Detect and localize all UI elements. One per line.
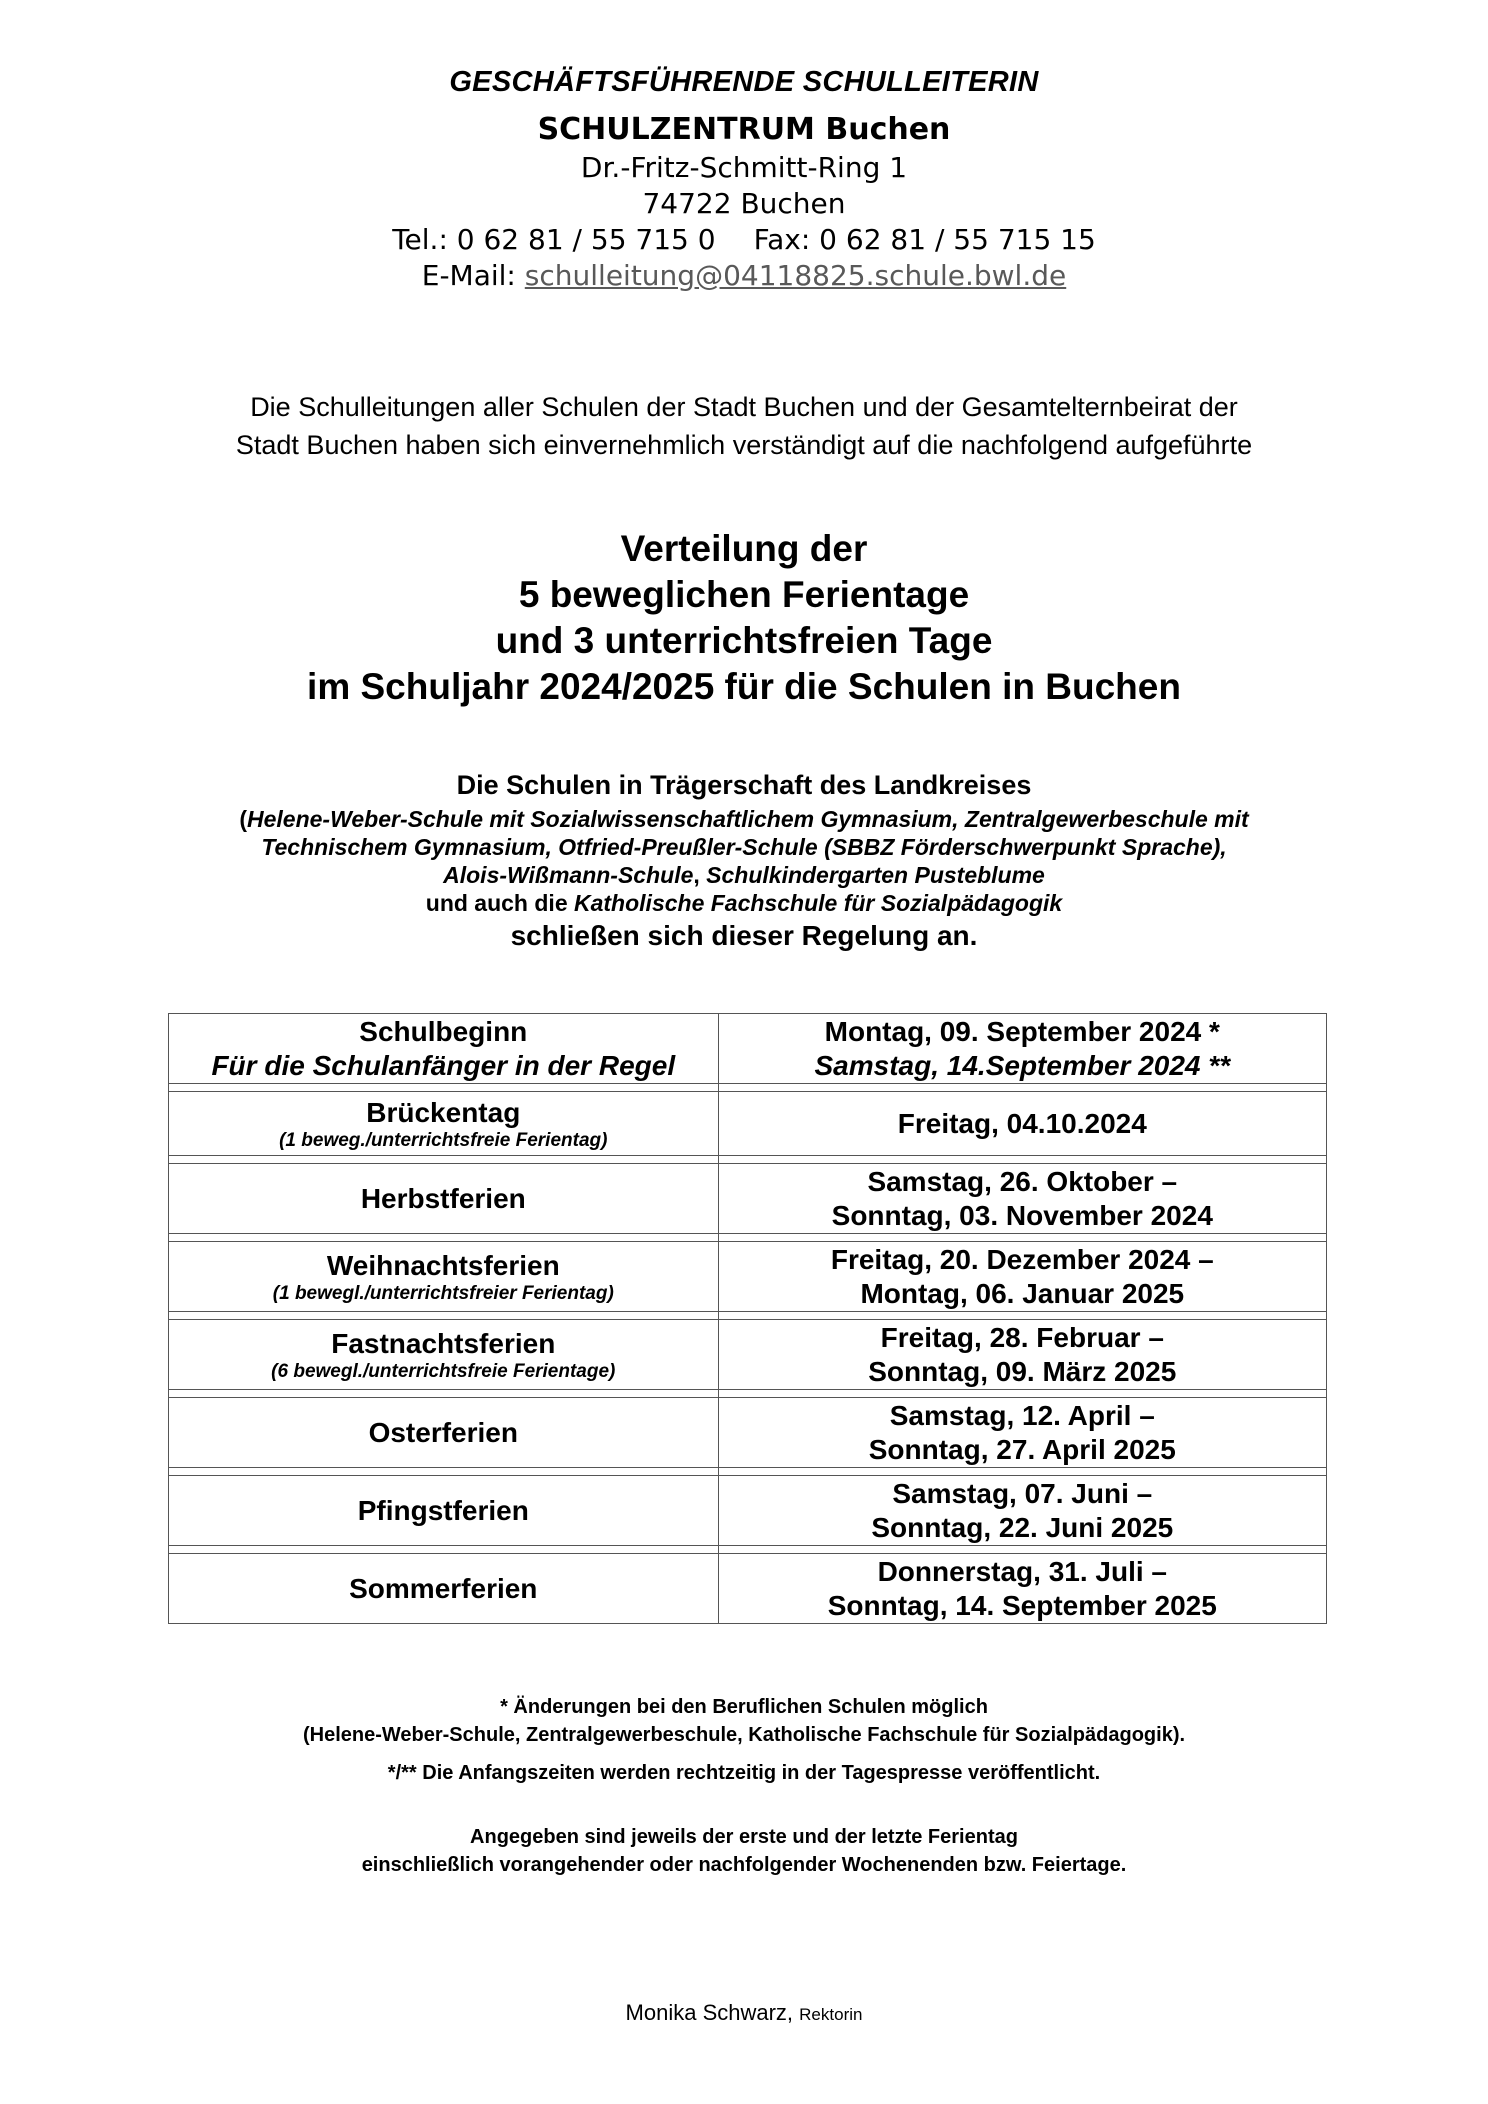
footnote-2: (Helene-Weber-Schule, Zentralgewerbeschule, Katholische Fachschule für Sozialpädagogik). — [302, 1724, 1186, 1746]
header-fax: Fax: 0 62 81 / 55 715 15 — [753, 223, 1096, 256]
landkreis-line-4: und auch die Katholische Fachschule für Sozialpädagogik — [425, 890, 1063, 916]
signature-name: Monika Schwarz, — [625, 2000, 800, 2025]
signature — [0, 2000, 1488, 2026]
table-row — [169, 1092, 1327, 1156]
row-date-cell: Samstag, 26. Oktober – Sonntag, 03. November 2024 — [718, 1164, 1326, 1234]
footnote-1: * Änderungen bei den Beruflichen Schulen möglich — [500, 1696, 988, 1718]
row-date-cell: Donnerstag, 31. Juli – Sonntag, 14. September 2025 — [718, 1554, 1326, 1624]
title-line-2: 5 beweglichen Ferientage — [518, 574, 970, 615]
landkreis-line-5: schließen sich dieser Regelung an. — [510, 920, 978, 951]
header-phone: Tel.: 0 62 81 / 55 715 0 — [392, 223, 716, 256]
row-label-cell: Brückentag (1 beweg./unterrichtsfreie Ferientag) — [169, 1092, 719, 1156]
row-label-cell: Osterferien — [169, 1398, 719, 1468]
row-date-cell: Freitag, 20. Dezember 2024 – Montag, 06. Januar 2025 — [718, 1242, 1326, 1312]
row-label-cell: Weihnachtsferien (1 bewegl./unterrichtsfreier Ferientag) — [169, 1242, 719, 1312]
row-label-cell: Schulbeginn Für die Schulanfänger in der Regel — [169, 1014, 719, 1084]
title-line-3: und 3 unterrichtsfreien Tage — [495, 620, 993, 661]
row-label-cell: Herbstferien — [169, 1164, 719, 1234]
row-date-cell: Freitag, 04.10.2024 — [718, 1092, 1326, 1156]
landkreis-line-2: Technischem Gymnasium, Otfried-Preußler-Schule (SBBZ Förderschwerpunkt Sprache), — [261, 834, 1227, 860]
table-row — [169, 1554, 1327, 1624]
landkreis-line-1: (Helene-Weber-Schule mit Sozialwissenschaftlichem Gymnasium, Zentralgewerbeschule mit — [239, 806, 1249, 832]
table-row — [169, 1398, 1327, 1468]
header-school: SCHULZENTRUM Buchen — [537, 112, 951, 147]
header-city: 74722 Buchen — [642, 187, 846, 220]
row-date-cell: Samstag, 07. Juni – Sonntag, 22. Juni 2025 — [718, 1476, 1326, 1546]
title-line-4: im Schuljahr 2024/2025 für die Schulen in Buchen — [307, 666, 1181, 707]
table-row — [169, 1242, 1327, 1312]
title-line-1: Verteilung der — [620, 528, 868, 569]
header-role: GESCHÄFTSFÜHRENDE SCHULLEITERIN — [449, 66, 1039, 98]
table-row — [169, 1014, 1327, 1084]
intro-line-1: Die Schulleitungen aller Schulen der Stadt Buchen und der Gesamtelternbeirat der — [250, 392, 1238, 422]
footnote-5: einschließlich vorangehender oder nachfolgender Wochenenden bzw. Feiertage. — [361, 1854, 1127, 1876]
row-label-cell: Fastnachtsferien (6 bewegl./unterrichtsfreie Ferientage) — [169, 1320, 719, 1390]
email-label: E-Mail: — [421, 259, 525, 292]
header-street: Dr.-Fritz-Schmitt-Ring 1 — [580, 151, 908, 184]
header-contact — [0, 222, 1488, 258]
intro-line-2: Stadt Buchen haben sich einvernehmlich verständigt auf die nachfolgend aufgeführte — [235, 430, 1253, 460]
email-link[interactable]: schulleitung@04118825.schule.bwl.de — [524, 259, 1067, 292]
landkreis-line-3: Alois-Wißmann-Schule, Schulkindergarten Pusteblume — [443, 862, 1045, 888]
row-date-cell: Freitag, 28. Februar – Sonntag, 09. März 2025 — [718, 1320, 1326, 1390]
row-date-cell: Montag, 09. September 2024 * Samstag, 14.September 2024 ** — [718, 1014, 1326, 1084]
footnote-4: Angegeben sind jeweils der erste und der letzte Ferientag — [470, 1826, 1018, 1848]
holiday-table — [168, 1013, 1327, 1624]
signature-title: Rektorin — [799, 2005, 863, 2024]
footnote-3: */** Die Anfangszeiten werden rechtzeitig in der Tagespresse veröffentlicht. — [387, 1762, 1101, 1784]
table-row — [169, 1164, 1327, 1234]
row-date-cell: Samstag, 12. April – Sonntag, 27. April 2025 — [718, 1398, 1326, 1468]
header-email-line — [0, 258, 1488, 294]
row-label-cell: Sommerferien — [169, 1554, 719, 1624]
table-row — [169, 1320, 1327, 1390]
row-label-cell: Pfingstferien — [169, 1476, 719, 1546]
table-row — [169, 1476, 1327, 1546]
landkreis-heading: Die Schulen in Trägerschaft des Landkreises — [456, 770, 1032, 800]
